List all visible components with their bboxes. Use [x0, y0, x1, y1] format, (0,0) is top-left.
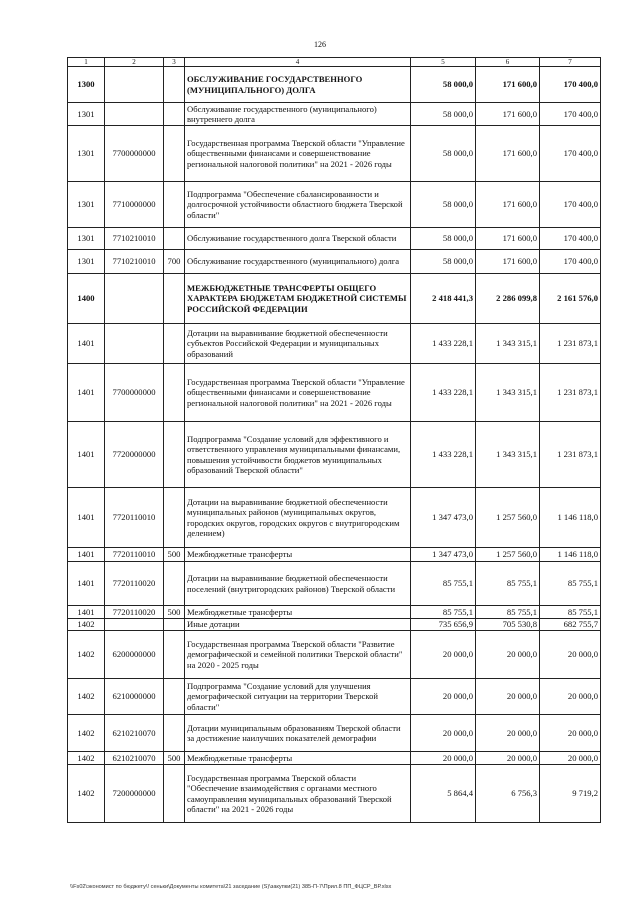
expense-type-code [164, 228, 185, 250]
item-name: Дотации на выравнивание бюджетной обеспеченности муниципальных районов (муниципальных округов, городских округов, городских округов с внутригородским делением) [185, 488, 411, 548]
amount-year-3: 20 000,0 [540, 715, 601, 752]
table-row [68, 67, 601, 103]
amount-year-2: 705 530,8 [476, 619, 540, 631]
table-row [68, 488, 601, 548]
section-code: 1301 [68, 182, 105, 228]
target-code [105, 274, 164, 324]
amount-year-1: 20 000,0 [411, 715, 476, 752]
section-code: 1401 [68, 548, 105, 562]
file-path-footer: \\Fs02\экономист по бюджету\! сеньки\Документы комитета\21 заседание (S)\закупки(21) 385-П-7\Прил.8 ПП_ФЦСР_ВР.xlsx [70, 884, 392, 890]
amount-year-3: 85 755,1 [540, 606, 601, 619]
item-name: Обслуживание государственного долга Тверской области [185, 228, 411, 250]
expense-type-code [164, 765, 185, 823]
column-header: 6 [476, 58, 540, 67]
column-header: 5 [411, 58, 476, 67]
table-row [68, 765, 601, 823]
amount-year-1: 58 000,0 [411, 126, 476, 182]
amount-year-1: 58 000,0 [411, 103, 476, 126]
amount-year-3: 2 161 576,0 [540, 274, 601, 324]
item-name: Межбюджетные трансферты [185, 548, 411, 562]
target-code: 7700000000 [105, 364, 164, 422]
amount-year-2: 1 343 315,1 [476, 364, 540, 422]
target-code: 6210210070 [105, 715, 164, 752]
amount-year-1: 1 433 228,1 [411, 422, 476, 488]
amount-year-2: 171 600,0 [476, 182, 540, 228]
amount-year-2: 20 000,0 [476, 715, 540, 752]
expense-type-code [164, 274, 185, 324]
amount-year-2: 1 343 315,1 [476, 422, 540, 488]
section-code: 1402 [68, 679, 105, 715]
amount-year-1: 85 755,1 [411, 606, 476, 619]
section-code: 1301 [68, 250, 105, 274]
table-row [68, 752, 601, 765]
table-row [68, 606, 601, 619]
item-name: МЕЖБЮДЖЕТНЫЕ ТРАНСФЕРТЫ ОБЩЕГО ХАРАКТЕРА БЮДЖЕТАМ БЮДЖЕТНОЙ СИСТЕМЫ РОССИЙСКОЙ ФЕДЕРАЦИИ [185, 274, 411, 324]
amount-year-1: 5 864,4 [411, 765, 476, 823]
item-name: Межбюджетные трансферты [185, 752, 411, 765]
amount-year-2: 20 000,0 [476, 752, 540, 765]
page-number: 126 [314, 40, 326, 49]
amount-year-3: 170 400,0 [540, 103, 601, 126]
target-code: 7710210010 [105, 250, 164, 274]
item-name: Иные дотации [185, 619, 411, 631]
amount-year-2: 171 600,0 [476, 67, 540, 103]
table-row [68, 422, 601, 488]
target-code: 7720110010 [105, 548, 164, 562]
amount-year-2: 171 600,0 [476, 126, 540, 182]
column-header: 7 [540, 58, 601, 67]
amount-year-3: 9 719,2 [540, 765, 601, 823]
target-code [105, 619, 164, 631]
amount-year-1: 1 433 228,1 [411, 324, 476, 364]
item-name: Подпрограмма "Обеспечение сбалансированности и долгосрочной устойчивости областного бюджета Тверской области" [185, 182, 411, 228]
expense-type-code [164, 103, 185, 126]
expense-type-code [164, 562, 185, 606]
target-code [105, 103, 164, 126]
expense-type-code [164, 679, 185, 715]
amount-year-2: 6 756,3 [476, 765, 540, 823]
expense-type-code: 500 [164, 606, 185, 619]
amount-year-1: 735 656,9 [411, 619, 476, 631]
expense-type-code: 500 [164, 548, 185, 562]
table-row [68, 228, 601, 250]
section-code: 1400 [68, 274, 105, 324]
item-name: Государственная программа Тверской области "Управление общественными финансами и совершенствование региональной налоговой политики" на 2021 - 2026 годы [185, 126, 411, 182]
column-header: 1 [68, 58, 105, 67]
section-code: 1301 [68, 228, 105, 250]
amount-year-3: 170 400,0 [540, 67, 601, 103]
table-row [68, 103, 601, 126]
target-code: 7700000000 [105, 126, 164, 182]
item-name: Государственная программа Тверской области "Развитие демографической и семейной политики Тверской области" на 2020 - 2025 годы [185, 631, 411, 679]
amount-year-3: 1 231 873,1 [540, 364, 601, 422]
target-code: 6210000000 [105, 679, 164, 715]
amount-year-2: 1 257 560,0 [476, 548, 540, 562]
amount-year-2: 2 286 099,8 [476, 274, 540, 324]
amount-year-3: 1 231 873,1 [540, 422, 601, 488]
expense-type-code [164, 182, 185, 228]
item-name: Дотации муниципальным образованиям Тверской области за достижение наилучших показателей демографии [185, 715, 411, 752]
amount-year-1: 1 347 473,0 [411, 488, 476, 548]
item-name: Обслуживание государственного (муниципального) внутреннего долга [185, 103, 411, 126]
amount-year-1: 58 000,0 [411, 67, 476, 103]
expense-type-code: 500 [164, 752, 185, 765]
target-code: 7720110010 [105, 488, 164, 548]
amount-year-2: 171 600,0 [476, 228, 540, 250]
expense-type-code [164, 324, 185, 364]
amount-year-3: 170 400,0 [540, 228, 601, 250]
section-code: 1300 [68, 67, 105, 103]
budget-table [67, 57, 601, 823]
amount-year-3: 1 146 118,0 [540, 548, 601, 562]
amount-year-3: 170 400,0 [540, 182, 601, 228]
amount-year-2: 171 600,0 [476, 103, 540, 126]
amount-year-2: 85 755,1 [476, 606, 540, 619]
item-name: Дотации на выравнивание бюджетной обеспеченности субъектов Российской Федерации и муниципальных образований [185, 324, 411, 364]
amount-year-1: 58 000,0 [411, 182, 476, 228]
table-row [68, 562, 601, 606]
expense-type-code [164, 67, 185, 103]
amount-year-1: 85 755,1 [411, 562, 476, 606]
target-code: 7720000000 [105, 422, 164, 488]
amount-year-1: 1 347 473,0 [411, 548, 476, 562]
amount-year-1: 2 418 441,3 [411, 274, 476, 324]
item-name: Подпрограмма "Создание условий для улучшения демографической ситуации на территории Тверской области" [185, 679, 411, 715]
target-code: 7200000000 [105, 765, 164, 823]
amount-year-3: 170 400,0 [540, 126, 601, 182]
item-name: Подпрограмма "Создание условий для эффективного и ответственного управления муниципальными финансами, повышения устойчивости бюджетов муниципальных образований Тверской области" [185, 422, 411, 488]
table-row [68, 324, 601, 364]
amount-year-3: 682 755,7 [540, 619, 601, 631]
expense-type-code [164, 715, 185, 752]
target-code: 7720110020 [105, 562, 164, 606]
amount-year-3: 1 146 118,0 [540, 488, 601, 548]
section-code: 1301 [68, 126, 105, 182]
section-code: 1402 [68, 619, 105, 631]
item-name: Государственная программа Тверской области "Обеспечение взаимодействия с органами местного самоуправления муниципальных образований Тверской области" на 2021 - 2026 годы [185, 765, 411, 823]
section-code: 1401 [68, 422, 105, 488]
expense-type-code [164, 619, 185, 631]
amount-year-2: 85 755,1 [476, 562, 540, 606]
expense-type-code [164, 422, 185, 488]
amount-year-3: 85 755,1 [540, 562, 601, 606]
table-row [68, 631, 601, 679]
expense-type-code [164, 488, 185, 548]
table-row [68, 715, 601, 752]
section-code: 1402 [68, 715, 105, 752]
table-row [68, 274, 601, 324]
amount-year-3: 170 400,0 [540, 250, 601, 274]
amount-year-1: 20 000,0 [411, 631, 476, 679]
table-body [68, 58, 601, 823]
section-code: 1401 [68, 488, 105, 548]
expense-type-code [164, 631, 185, 679]
table-row [68, 548, 601, 562]
item-name: ОБСЛУЖИВАНИЕ ГОСУДАРСТВЕННОГО (МУНИЦИПАЛЬНОГО) ДОЛГА [185, 67, 411, 103]
amount-year-1: 20 000,0 [411, 752, 476, 765]
amount-year-2: 1 343 315,1 [476, 324, 540, 364]
item-name: Дотации на выравнивание бюджетной обеспеченности поселений (внутригородских районов) Тверской области [185, 562, 411, 606]
amount-year-2: 1 257 560,0 [476, 488, 540, 548]
amount-year-2: 20 000,0 [476, 679, 540, 715]
amount-year-1: 58 000,0 [411, 228, 476, 250]
table-row [68, 619, 601, 631]
amount-year-1: 1 433 228,1 [411, 364, 476, 422]
amount-year-3: 20 000,0 [540, 631, 601, 679]
column-header: 4 [185, 58, 411, 67]
target-code: 7720110020 [105, 606, 164, 619]
column-header: 2 [105, 58, 164, 67]
item-name: Обслуживание государственного (муниципального) долга [185, 250, 411, 274]
section-code: 1402 [68, 765, 105, 823]
target-code [105, 324, 164, 364]
target-code: 7710000000 [105, 182, 164, 228]
target-code [105, 67, 164, 103]
target-code: 7710210010 [105, 228, 164, 250]
column-header: 3 [164, 58, 185, 67]
amount-year-1: 58 000,0 [411, 250, 476, 274]
target-code: 6200000000 [105, 631, 164, 679]
amount-year-2: 20 000,0 [476, 631, 540, 679]
amount-year-1: 20 000,0 [411, 679, 476, 715]
amount-year-3: 20 000,0 [540, 679, 601, 715]
table-row [68, 679, 601, 715]
amount-year-2: 171 600,0 [476, 250, 540, 274]
column-number-row [68, 58, 601, 67]
table-row [68, 126, 601, 182]
item-name: Государственная программа Тверской области "Управление общественными финансами и совершенствование региональной налоговой политики" на 2021 - 2026 годы [185, 364, 411, 422]
table-row [68, 250, 601, 274]
expense-type-code [164, 126, 185, 182]
amount-year-3: 20 000,0 [540, 752, 601, 765]
section-code: 1301 [68, 103, 105, 126]
section-code: 1402 [68, 752, 105, 765]
section-code: 1401 [68, 324, 105, 364]
expense-type-code [164, 364, 185, 422]
item-name: Межбюджетные трансферты [185, 606, 411, 619]
section-code: 1401 [68, 364, 105, 422]
table-row [68, 364, 601, 422]
table-row [68, 182, 601, 228]
target-code: 6210210070 [105, 752, 164, 765]
section-code: 1402 [68, 631, 105, 679]
amount-year-3: 1 231 873,1 [540, 324, 601, 364]
section-code: 1401 [68, 562, 105, 606]
expense-type-code: 700 [164, 250, 185, 274]
section-code: 1401 [68, 606, 105, 619]
